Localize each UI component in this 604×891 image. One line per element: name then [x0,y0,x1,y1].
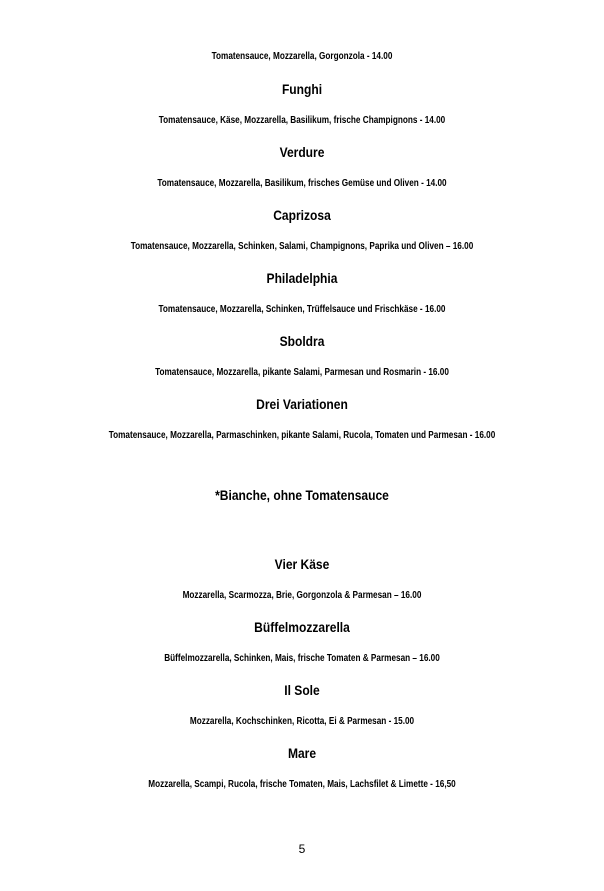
item-title-funghi: Funghi [281,81,323,97]
page-number: 5 [298,842,306,856]
item-description-funghi: Tomatensauce, Käse, Mozzarella, Basilikum, frische Champignons - 14.00 [158,115,446,126]
item-title-philadelphia: Philadelphia [266,270,338,286]
item-description-philadelphia: Tomatensauce, Mozzarella, Schinken, Trüffelsauce und Frischkäse - 16.00 [158,304,446,315]
item-title-bueffelmozzarella: Büffelmozzarella [254,619,350,635]
item-description-vier-kaese: Mozzarella, Scarmozza, Brie, Gorgonzola & Parmesan – 16.00 [182,590,422,601]
item-description-verdure: Tomatensauce, Mozzarella, Basilikum, frisches Gemüse und Oliven - 14.00 [157,178,447,189]
item-title-verdure: Verdure [279,144,325,160]
item-description-bueffelmozzarella: Büffelmozzarella, Schinken, Mais, frische Tomaten & Parmesan – 16.00 [164,653,440,664]
item-description-il-sole: Mozzarella, Kochschinken, Ricotta, Ei & Parmesan - 15.00 [189,716,415,727]
item-title-mare: Mare [287,745,317,761]
item-description-caprizosa: Tomatensauce, Mozzarella, Schinken, Salami, Champignons, Paprika und Oliven – 16.00 [130,241,474,252]
item-description-drei-variationen: Tomatensauce, Mozzarella, Parmaschinken, pikante Salami, Rucola, Tomaten und Parmesan - 16.00 [108,430,496,441]
item-description-sboldra: Tomatensauce, Mozzarella, pikante Salami, Parmesan und Rosmarin - 16.00 [155,367,449,378]
section-heading-bianche: *Bianche, ohne Tomatensauce [215,487,389,503]
item-title-il-sole: Il Sole [284,682,320,698]
item-title-caprizosa: Caprizosa [273,207,331,223]
item-title-drei-variationen: Drei Variationen [256,396,348,412]
item-description-mare: Mozzarella, Scampi, Rucola, frische Tomaten, Mais, Lachsfilet & Limette - 16,50 [148,779,456,790]
item-description: Tomatensauce, Mozzarella, Gorgonzola - 14.00 [211,51,393,62]
item-title-vier-kaese: Vier Käse [274,556,330,572]
item-title-sboldra: Sboldra [279,333,325,349]
